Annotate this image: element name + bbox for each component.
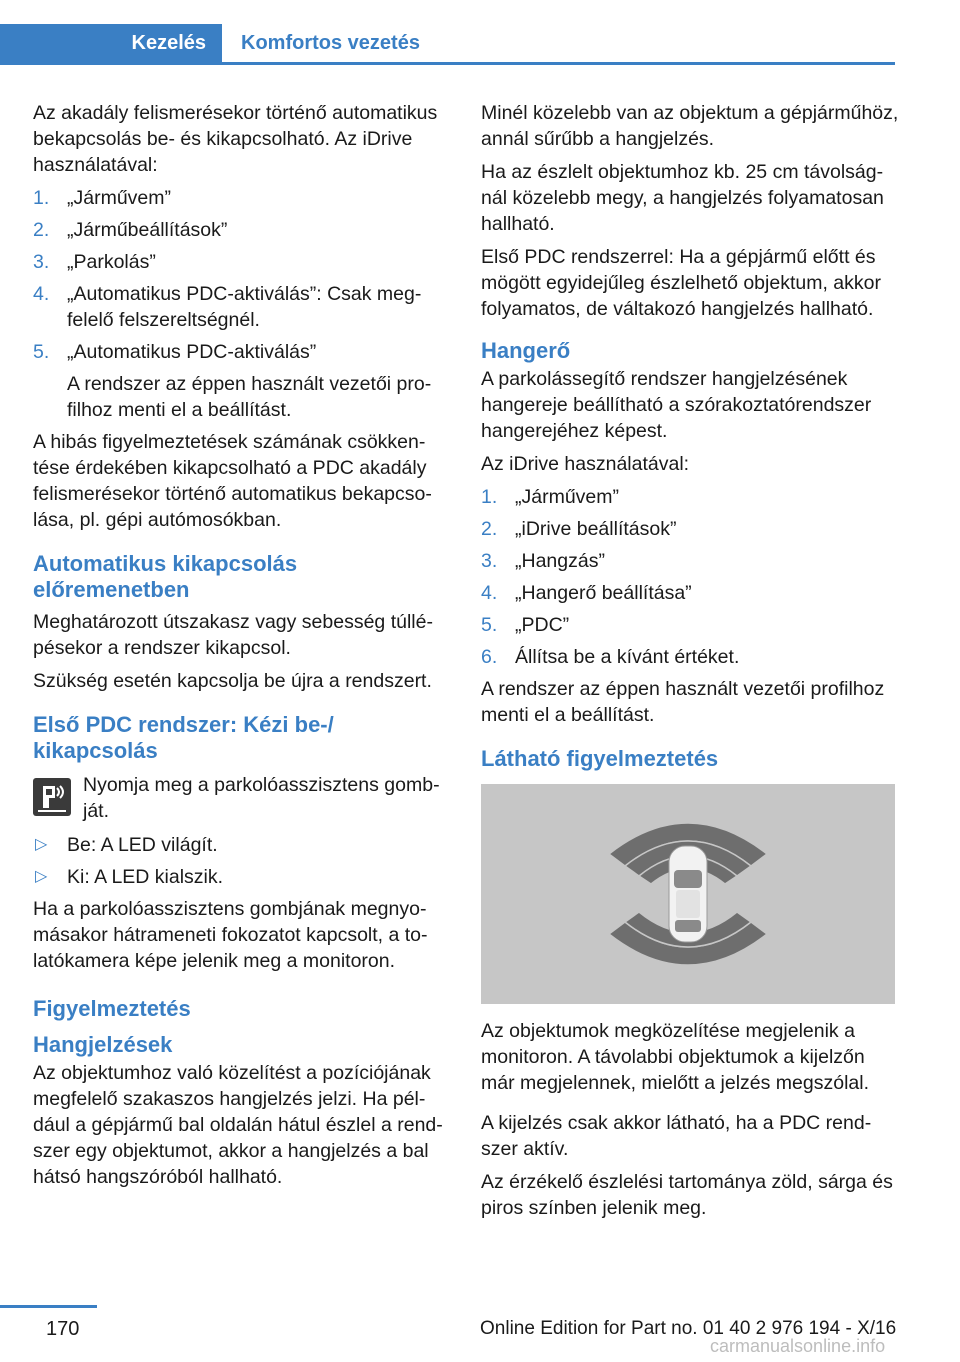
list-item: 2. „iDrive beállítások” bbox=[481, 518, 677, 540]
heading-visual: Látható figyelmeztetés bbox=[481, 746, 719, 771]
paragraph: Szükség esetén kapcsolja be újra a rendszert. bbox=[33, 670, 432, 692]
paragraph: Ha az észlelt objektumhoz kb. 25 cm távolságnál közelebb megy, a hangjelzés folyamatosan hallható. bbox=[481, 161, 884, 235]
list-item: 1. „Járművem” bbox=[481, 486, 620, 508]
triangle-bullet-icon: ▷ bbox=[35, 836, 48, 853]
paragraph: Az érzékelő észlelési tartománya zöld, sárga és piros színben jelenik meg. bbox=[481, 1171, 893, 1219]
pdc-button-instruction bbox=[33, 772, 451, 824]
chapter-tab-label: Kezelés bbox=[131, 32, 206, 54]
paragraph: A hibás figyelmeztetések számának csökkentése érdekében kikapcsolható a PDC akadály felismerésekor történő automatikus bekapcsolása, pl. gépi autómosókban. bbox=[33, 431, 432, 531]
list-item: 4. „Automatikus PDC-aktiválás”: Csak megfelelő felszereltségnél. bbox=[33, 283, 422, 331]
right-column bbox=[481, 100, 899, 1228]
heading-auto-off: Automatikus kikapcsolás előremenetben bbox=[33, 551, 298, 602]
paragraph: Az objektumhoz való közelítést a pozíciójának megfelelő szakaszos hangjelzés jelzi. Ha például a gépjármű bal oldalán hátul észlel a rendszer egy objektumot, akkor a hangjelzés a bal hátsó hangszóróból hallható. bbox=[33, 1062, 443, 1188]
footer-accent-line bbox=[0, 1305, 97, 1308]
heading-volume: Hangerő bbox=[481, 338, 571, 363]
paragraph: Meghatározott útszakasz vagy sebesség túllépésekor a rendszer kikapcsol. bbox=[33, 611, 433, 659]
pdc-display-illustration bbox=[481, 784, 895, 1004]
list-item: ▷ Ki: A LED kialszik. bbox=[35, 866, 224, 888]
section-title: Komfortos vezetés bbox=[241, 32, 420, 54]
heading-warning: Figyelmeztetés bbox=[33, 996, 191, 1021]
paragraph: Minél közelebb van az objektum a gépjárműhöz, annál sűrűbb a hangjelzés. bbox=[481, 102, 899, 150]
paragraph: Első PDC rendszerrel: Ha a gépjármű előtt és mögött egyidejűleg észlelhető objektum, akkor folyamatos, de váltakozó hangjelzés hallható. bbox=[481, 246, 881, 320]
list-item: 5. „Automatikus PDC-aktiválás” A rendszer az éppen használt vezetői profilhoz menti el a beállítást. bbox=[33, 341, 432, 421]
page-header bbox=[0, 0, 895, 65]
list-item: 1. „Járművem” bbox=[33, 187, 172, 209]
list-item: 3. „Hangzás” bbox=[481, 550, 605, 572]
watermark: carmanualsonline.info bbox=[710, 1336, 886, 1356]
list-item: 5. „PDC” bbox=[481, 614, 570, 636]
intro-paragraph: Az akadály felismerésekor történő automatikus bekapcsolás be- és kikapcsolható. Az iDrive használatával: bbox=[33, 102, 438, 176]
paragraph: Az objektumok megközelítése megjelenik a monitoron. A távolabbi objektumok a kijelzőn már megjelennek, mielőtt a jelzés megszólal. bbox=[481, 1020, 870, 1094]
paragraph: A kijelzés csak akkor látható, ha a PDC rendszer aktív. bbox=[481, 1112, 872, 1160]
edition-note: Online Edition for Part no. 01 40 2 976 194 - X/16 bbox=[480, 1318, 897, 1339]
volume-steps-list bbox=[481, 484, 899, 670]
list-item: 4. „Hangerő beállítása” bbox=[481, 582, 692, 604]
list-item: 2. „Járműbeállítások” bbox=[33, 219, 228, 241]
list-item: 3. „Parkolás” bbox=[33, 251, 156, 273]
page-number: 170 bbox=[46, 1318, 80, 1340]
left-column bbox=[33, 100, 451, 1197]
chapter-tab bbox=[0, 24, 222, 62]
idrive-steps-list bbox=[33, 185, 451, 423]
paragraph: Ha a parkolóasszisztens gombjának megnyomásakor hátrameneti fokozatot kapcsolt, a tolatókamera képe jelenik meg a monitoron. bbox=[33, 898, 428, 972]
triangle-bullet-icon: ▷ bbox=[35, 868, 48, 885]
list-item: 6. Állítsa be a kívánt értéket. bbox=[481, 646, 740, 668]
paragraph: Az iDrive használatával: bbox=[481, 453, 690, 475]
paragraph: A parkolássegítő rendszer hangjelzésének hangereje beállítható a szórakoztatórendszer hangerejéhez képest. bbox=[481, 368, 872, 442]
parking-assist-button-icon bbox=[33, 778, 71, 816]
heading-signals: Hangjelzések bbox=[33, 1032, 173, 1057]
led-state-list bbox=[33, 832, 451, 890]
list-item: ▷ Be: A LED világít. bbox=[35, 834, 218, 856]
paragraph: A rendszer az éppen használt vezetői profilhoz menti el a beállítást. bbox=[481, 678, 885, 726]
pdc-button-text: Nyomja meg a parkolóasszisztens gombját. bbox=[83, 774, 440, 822]
heading-manual: Első PDC rendszer: Kézi be-/ kikapcsolás bbox=[33, 712, 334, 763]
